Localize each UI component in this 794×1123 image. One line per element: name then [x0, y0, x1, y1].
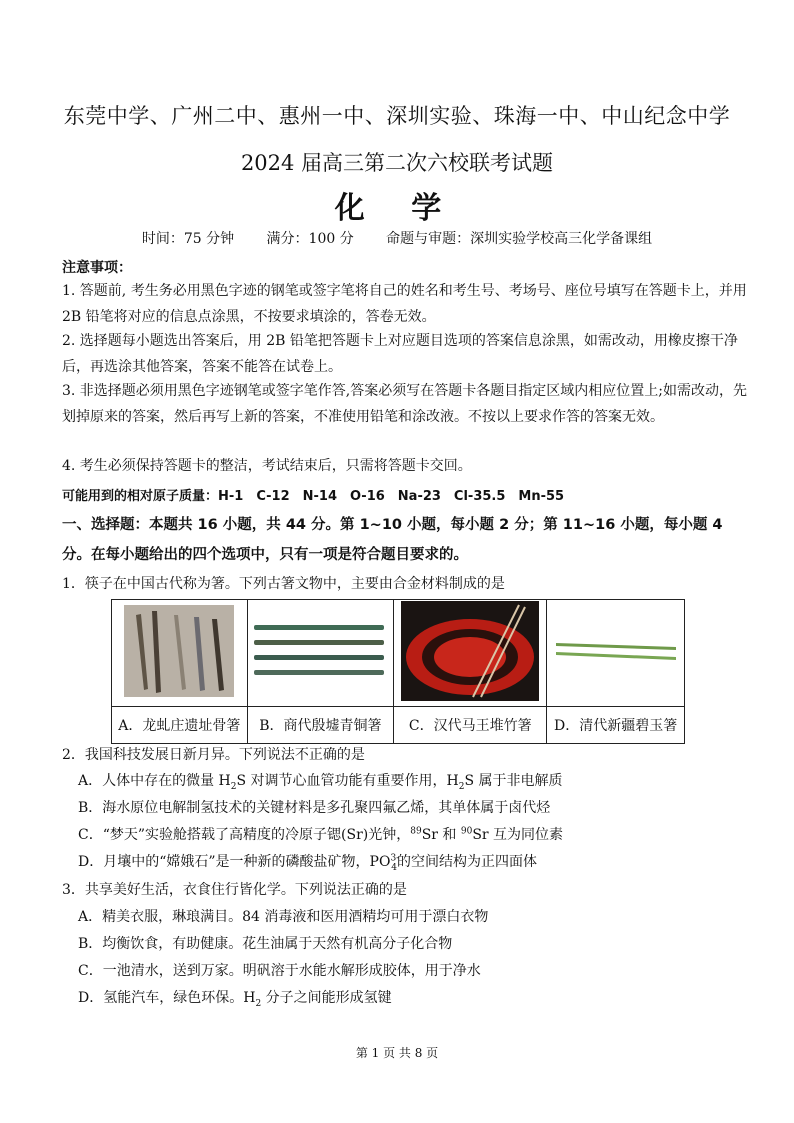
page-footer: 第 1 页 共 8 页: [355, 1046, 439, 1060]
q3-stem: 3．共享美好生活，衣食住行皆化学。下列说法正确的是: [62, 882, 407, 898]
q1-option-c: C．汉代马王堆竹箸: [394, 707, 547, 744]
q1-image-table: [111, 599, 685, 744]
q2-option-b: B．海水原位电解制氢技术的关键材料是多孔聚四氟乙烯，其单体属于卤代烃: [78, 800, 551, 816]
q1-option-d: D．清代新疆碧玉箸: [547, 707, 685, 744]
bone-chopsticks-icon: [124, 605, 234, 697]
lacquer-plate-icon: [401, 601, 539, 701]
notes-heading: 注意事项：: [62, 260, 132, 276]
section1-line1: 一、选择题：本题共 16 小题，共 44 分。第 1~10 小题，每小题 2 分；第 11~16 小题，每小题 4: [62, 517, 723, 533]
note-3: 3. 非选择题必须用黑色字迹钢笔或签字笔作答,答案必须写在答题卡各题目指定区域内相应位置上;如需改动，先划掉原来的答案，然后再写上新的答案，不准使用铅笔和涂改液。不按以上要求作答的答案无效。: [62, 383, 747, 425]
q2-stem: 2．我国科技发展日新月异。下列说法不正确的是: [62, 747, 365, 763]
q1-stem: 1．筷子在中国古代称为箸。下列古箸文物中，主要由合金材料制成的是: [62, 576, 505, 592]
bone-chopsticks-image: [112, 600, 248, 707]
exam-score: 满分：100 分: [266, 231, 354, 247]
q2-option-c: C．“梦天”实验舱搭载了高精度的冷原子锶(Sr)光钟，$^{89}$Sr 和 $^{90}$Sr 互为同位素: [78, 826, 564, 843]
q3-option-d: D．氢能汽车，绿色环保。$H_2$ 分子之间能形成氢键: [78, 990, 392, 1009]
bronze-chopsticks-icon: [254, 621, 386, 681]
lacquer-bamboo-chopsticks-image: [394, 600, 547, 707]
atomic-masses: 可能用到的相对原子质量：H-1 C-12 N-14 O-16 Na-23 Cl-35.5 Mn-55: [62, 489, 565, 504]
q3-option-a: A．精美衣服，琳琅满目。84 消毒液和医用酒精均可用于漂白衣物: [78, 909, 489, 925]
exam-author: 命题与审题：深圳实验学校高三化学备课组: [386, 231, 653, 247]
q1-option-a: A．龙虬庄遗址骨箸: [112, 707, 248, 744]
note-4: 4. 考生必须保持答题卡的整洁，考试结束后，只需将答题卡交回。: [62, 458, 472, 474]
exam-time: 时间：75 分钟: [141, 231, 235, 247]
exam-title: 2024 届高三第二次六校联考试题: [240, 151, 554, 175]
section1-line2: 分。在每小题给出的四个选项中，只有一项是符合题目要求的。: [62, 547, 468, 563]
subject-title: 化 学: [334, 191, 460, 226]
q1-option-b: B．商代殷墟青铜箸: [247, 707, 394, 744]
jade-chopsticks-icon: [554, 638, 678, 664]
exam-meta: [0, 228, 794, 248]
note-1: 1. 答题前, 考生务必用黑色字迹的钢笔或签字笔将自己的姓名和考生号、考场号、座位号填写在答题卡上，并用 2B 铅笔将对应的信息点涂黑，不按要求填涂的，答卷无效。: [62, 283, 747, 325]
q2-option-a: A．人体中存在的微量 $H_2S$ 对调节心血管功能有重要作用，$H_2S$ 属于非电解质: [78, 773, 563, 792]
q3-option-c: C．一池清水，送到万家。明矾溶于水能水解形成胶体，用于净水: [78, 963, 481, 979]
note-2: 2. 选择题每小题选出答案后，用 2B 铅笔把答题卡上对应题目选项的答案信息涂黑，如需改动，用橡皮擦干净后，再选涂其他答案，答案不能答在试卷上。: [62, 333, 738, 375]
q2-option-d: D．月壤中的“嫦娥石”是一种新的磷酸盐矿物，$PO^{3-}_4$的空间结构为正四面体: [78, 853, 537, 873]
schools-title: 东莞中学、广州二中、惠州一中、深圳实验、珠海一中、中山纪念中学: [63, 104, 731, 128]
bronze-chopsticks-image: [247, 600, 394, 707]
jade-chopsticks-image: [547, 600, 685, 707]
q3-option-b: B．均衡饮食，有助健康。花生油属于天然有机高分子化合物: [78, 936, 453, 952]
